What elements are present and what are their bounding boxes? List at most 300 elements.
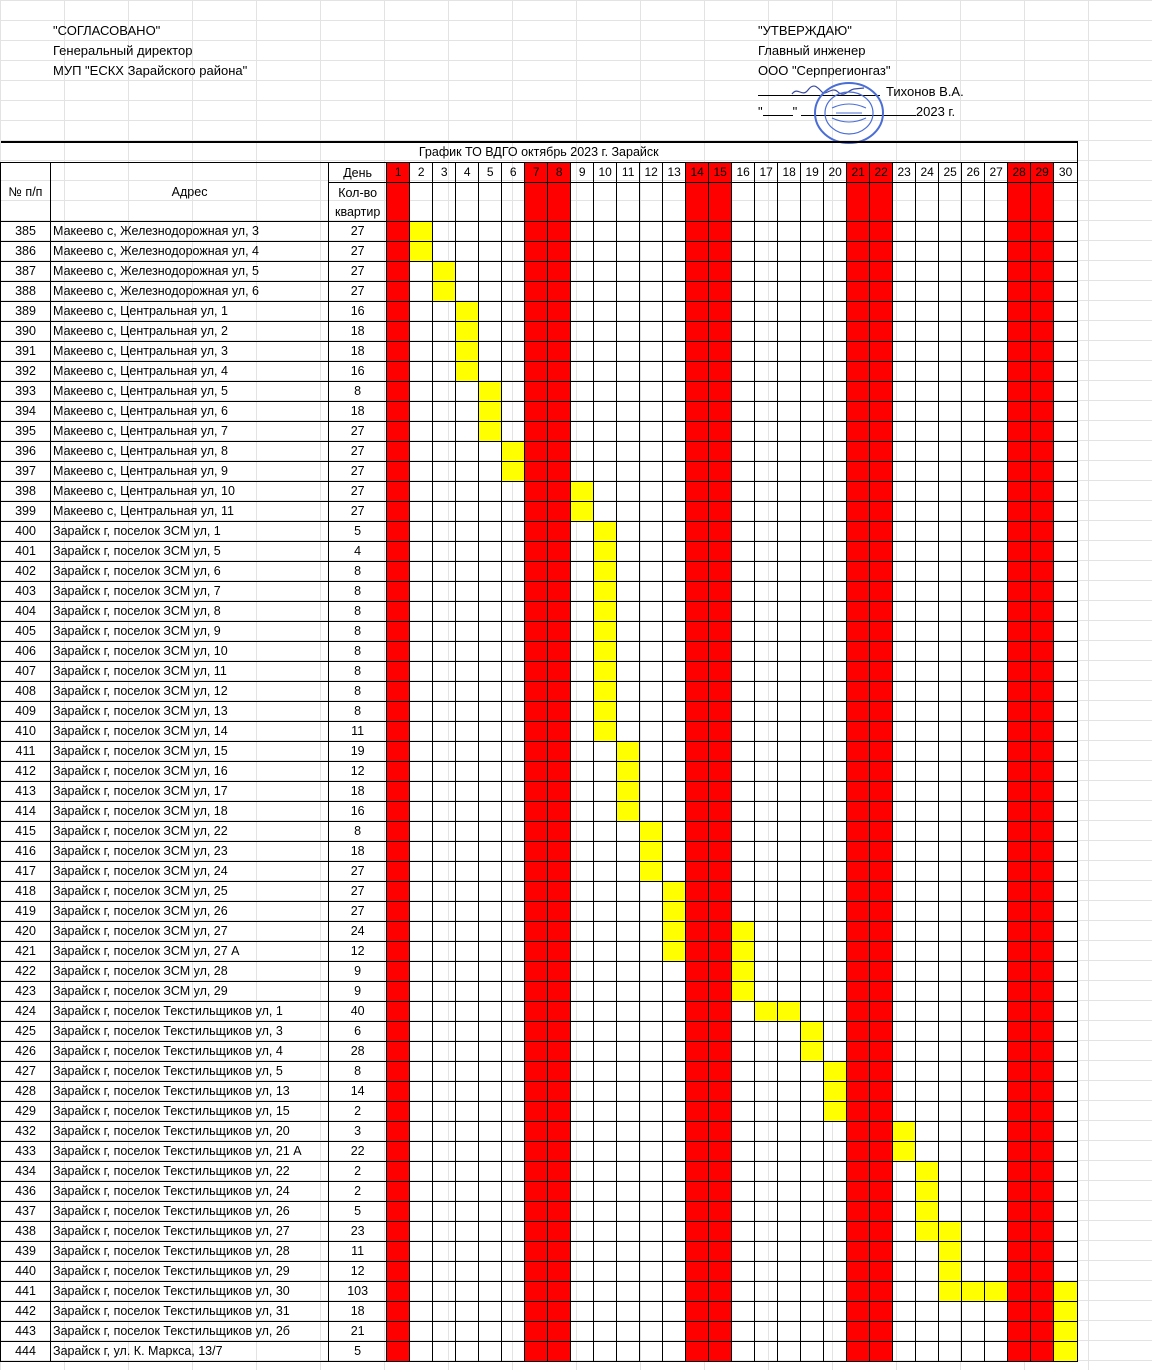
weekend-day-cell [1008, 282, 1031, 302]
day-cell [663, 662, 686, 682]
weekend-day-cell [709, 1082, 732, 1102]
day-cell [985, 782, 1008, 802]
row-number: 423 [1, 982, 51, 1002]
day-cell [410, 542, 433, 562]
scheduled-day-cell [594, 722, 617, 742]
day-header-blank [387, 183, 410, 222]
day-cell [479, 782, 502, 802]
weekend-day-cell [847, 642, 870, 662]
weekend-day-cell [686, 962, 709, 982]
day-cell [640, 1262, 663, 1282]
weekend-day-cell [525, 522, 548, 542]
day-header-blank [456, 183, 479, 222]
day-cell [755, 1062, 778, 1082]
day-cell [939, 762, 962, 782]
day-cell [479, 842, 502, 862]
day-cell [962, 342, 985, 362]
scheduled-day-cell [1054, 1302, 1078, 1322]
day-cell [617, 922, 640, 942]
day-cell [939, 482, 962, 502]
day-cell [893, 782, 916, 802]
weekend-day-cell [387, 982, 410, 1002]
row-number: 422 [1, 962, 51, 982]
weekend-day-cell [525, 282, 548, 302]
row-number: 412 [1, 762, 51, 782]
day-header-blank [525, 183, 548, 222]
day-cell [456, 702, 479, 722]
day-cell [916, 282, 939, 302]
day-cell [732, 462, 755, 482]
day-cell [663, 1242, 686, 1262]
row-flats: 27 [329, 482, 387, 502]
day-cell [778, 802, 801, 822]
day-cell [410, 682, 433, 702]
day-cell [502, 962, 525, 982]
day-cell [640, 502, 663, 522]
day-cell [663, 862, 686, 882]
day-cell [801, 762, 824, 782]
table-row [1, 622, 1078, 642]
row-address: Зарайск г, поселок ЗСМ ул, 27 А [51, 942, 329, 962]
day-cell [617, 622, 640, 642]
day-cell [617, 1322, 640, 1342]
day-cell [617, 462, 640, 482]
table-row [1, 402, 1078, 422]
row-address: Зарайск г, поселок Текстильщиков ул, 2б [51, 1322, 329, 1342]
weekend-day-cell [870, 422, 893, 442]
day-cell [410, 742, 433, 762]
weekend-day-cell [548, 1242, 571, 1262]
weekend-day-cell [387, 1222, 410, 1242]
weekend-day-cell [870, 622, 893, 642]
day-cell [962, 742, 985, 762]
day-cell [571, 382, 594, 402]
day-header-19: 19 [801, 163, 824, 183]
day-cell [801, 622, 824, 642]
day-cell [893, 822, 916, 842]
weekend-day-cell [525, 922, 548, 942]
day-cell [502, 402, 525, 422]
weekend-day-cell [525, 262, 548, 282]
weekend-day-cell [686, 1342, 709, 1362]
day-cell [617, 722, 640, 742]
scheduled-day-cell [502, 442, 525, 462]
day-cell [824, 1302, 847, 1322]
weekend-day-cell [1008, 1242, 1031, 1262]
day-cell [571, 1182, 594, 1202]
day-cell [433, 1242, 456, 1262]
day-cell [916, 902, 939, 922]
day-cell [824, 682, 847, 702]
weekend-day-cell [1008, 1302, 1031, 1322]
date-quote-close: " [792, 104, 798, 119]
day-cell [801, 242, 824, 262]
weekend-day-cell [387, 682, 410, 702]
day-cell [985, 682, 1008, 702]
row-address: Зарайск г, поселок Текстильщиков ул, 21 А [51, 1142, 329, 1162]
day-cell [479, 622, 502, 642]
day-cell [939, 562, 962, 582]
day-cell [801, 382, 824, 402]
day-cell [985, 742, 1008, 762]
weekend-day-cell [686, 682, 709, 702]
weekend-day-cell [1008, 1062, 1031, 1082]
day-cell [801, 1202, 824, 1222]
weekend-day-cell [548, 862, 571, 882]
weekend-day-cell [686, 442, 709, 462]
day-cell [663, 282, 686, 302]
weekend-day-cell [709, 402, 732, 422]
day-cell [985, 502, 1008, 522]
weekend-day-cell [686, 802, 709, 822]
day-cell [916, 502, 939, 522]
day-cell [479, 1122, 502, 1142]
row-flats: 8 [329, 642, 387, 662]
day-cell [456, 1162, 479, 1182]
scheduled-day-cell [732, 982, 755, 1002]
day-cell [985, 482, 1008, 502]
day-header-blank [502, 183, 525, 222]
scheduled-day-cell [594, 702, 617, 722]
day-cell [479, 922, 502, 942]
day-cell [939, 682, 962, 702]
day-cell [594, 1222, 617, 1242]
day-cell [732, 1182, 755, 1202]
day-cell [433, 442, 456, 462]
weekend-day-cell [387, 302, 410, 322]
weekend-day-cell [548, 1142, 571, 1162]
day-cell [778, 1102, 801, 1122]
weekend-day-cell [548, 1122, 571, 1142]
day-cell [916, 262, 939, 282]
day-cell [801, 262, 824, 282]
row-number: 415 [1, 822, 51, 842]
weekend-day-cell [870, 842, 893, 862]
day-cell [502, 682, 525, 702]
day-cell [824, 762, 847, 782]
row-number: 409 [1, 702, 51, 722]
row-flats: 2 [329, 1182, 387, 1202]
day-cell [824, 602, 847, 622]
weekend-day-cell [548, 802, 571, 822]
weekend-day-cell [1008, 962, 1031, 982]
day-cell [502, 1242, 525, 1262]
day-cell [502, 562, 525, 582]
day-cell [824, 222, 847, 242]
day-cell [985, 1042, 1008, 1062]
weekend-day-cell [1031, 522, 1054, 542]
day-cell [824, 882, 847, 902]
day-header-blank [594, 183, 617, 222]
day-cell [916, 1002, 939, 1022]
weekend-day-cell [709, 1022, 732, 1042]
weekend-day-cell [870, 1142, 893, 1162]
scheduled-day-cell [617, 762, 640, 782]
weekend-day-cell [847, 382, 870, 402]
day-cell [594, 1062, 617, 1082]
weekend-day-cell [686, 1002, 709, 1022]
day-cell [801, 602, 824, 622]
day-cell [617, 682, 640, 702]
day-cell [663, 702, 686, 722]
day-cell [755, 582, 778, 602]
day-cell [640, 422, 663, 442]
day-cell [617, 1022, 640, 1042]
day-cell [962, 1002, 985, 1022]
weekend-day-cell [548, 902, 571, 922]
weekend-day-cell [686, 1202, 709, 1222]
day-cell [824, 862, 847, 882]
day-cell [502, 1062, 525, 1082]
day-cell [617, 342, 640, 362]
day-cell [502, 842, 525, 862]
day-cell [456, 942, 479, 962]
day-cell [640, 722, 663, 742]
scheduled-day-cell [939, 1242, 962, 1262]
day-cell [893, 562, 916, 582]
day-cell [502, 422, 525, 442]
weekend-day-cell [1031, 802, 1054, 822]
scheduled-day-cell [916, 1202, 939, 1222]
day-cell [916, 242, 939, 262]
day-cell [985, 442, 1008, 462]
day-cell [985, 702, 1008, 722]
weekend-day-cell [870, 702, 893, 722]
day-cell [663, 462, 686, 482]
row-address: Зарайск г, поселок ЗСМ ул, 1 [51, 522, 329, 542]
day-cell [893, 302, 916, 322]
row-address: Зарайск г, поселок ЗСМ ул, 28 [51, 962, 329, 982]
day-cell [824, 262, 847, 282]
weekend-day-cell [548, 962, 571, 982]
day-cell [640, 282, 663, 302]
day-cell [801, 442, 824, 462]
day-cell [640, 362, 663, 382]
day-cell [410, 1302, 433, 1322]
day-cell [594, 1322, 617, 1342]
day-cell [1054, 1022, 1078, 1042]
day-cell [778, 842, 801, 862]
day-cell [663, 342, 686, 362]
weekend-day-cell [686, 1082, 709, 1102]
day-cell [801, 282, 824, 302]
day-cell [801, 802, 824, 822]
scheduled-day-cell [594, 622, 617, 642]
weekend-day-cell [1031, 1122, 1054, 1142]
weekend-day-cell [525, 702, 548, 722]
day-cell [732, 622, 755, 642]
weekend-day-cell [548, 822, 571, 842]
weekend-day-cell [387, 342, 410, 362]
day-cell [502, 542, 525, 562]
weekend-day-cell [686, 1182, 709, 1202]
weekend-day-cell [525, 422, 548, 442]
scheduled-day-cell [456, 342, 479, 362]
weekend-day-cell [686, 1142, 709, 1162]
day-cell [410, 1282, 433, 1302]
day-cell [962, 502, 985, 522]
day-cell [939, 522, 962, 542]
day-cell [962, 942, 985, 962]
day-cell [962, 1022, 985, 1042]
day-cell [985, 1262, 1008, 1282]
weekend-day-cell [686, 842, 709, 862]
row-number: 429 [1, 1102, 51, 1122]
day-cell [571, 1082, 594, 1102]
day-cell [479, 1022, 502, 1042]
weekend-day-cell [387, 702, 410, 722]
day-cell [916, 762, 939, 782]
weekend-day-cell [847, 602, 870, 622]
weekend-day-cell [709, 1122, 732, 1142]
day-cell [939, 882, 962, 902]
day-cell [778, 702, 801, 722]
weekend-day-cell [709, 442, 732, 462]
day-cell [916, 1082, 939, 1102]
day-cell [732, 862, 755, 882]
day-cell [778, 902, 801, 922]
day-cell [571, 982, 594, 1002]
day-cell [824, 342, 847, 362]
day-cell [801, 1282, 824, 1302]
day-cell [985, 262, 1008, 282]
row-flats: 5 [329, 1342, 387, 1362]
day-cell [571, 1302, 594, 1322]
row-number: 444 [1, 1342, 51, 1362]
weekend-day-cell [525, 1082, 548, 1102]
day-cell [456, 522, 479, 542]
weekend-day-cell [709, 1242, 732, 1262]
day-cell [663, 1142, 686, 1162]
date-quote-open: " [758, 104, 763, 119]
day-header-24: 24 [916, 163, 939, 183]
day-cell [433, 222, 456, 242]
weekend-day-cell [847, 222, 870, 242]
day-cell [479, 502, 502, 522]
day-cell [732, 1282, 755, 1302]
day-cell [732, 282, 755, 302]
weekend-day-cell [686, 702, 709, 722]
weekend-day-cell [870, 302, 893, 322]
table-row [1, 1122, 1078, 1142]
day-cell [893, 1322, 916, 1342]
day-cell [801, 422, 824, 442]
day-cell [410, 1202, 433, 1222]
day-cell [801, 222, 824, 242]
weekend-day-cell [709, 1322, 732, 1342]
day-cell [893, 762, 916, 782]
day-cell [939, 1022, 962, 1042]
day-cell [916, 1282, 939, 1302]
table-row [1, 1182, 1078, 1202]
day-cell [962, 862, 985, 882]
weekend-day-cell [847, 882, 870, 902]
day-cell [824, 282, 847, 302]
day-cell [594, 942, 617, 962]
day-header-5: 5 [479, 163, 502, 183]
row-address: Зарайск г, поселок ЗСМ ул, 6 [51, 562, 329, 582]
row-address: Макеево с, Центральная ул, 1 [51, 302, 329, 322]
weekend-day-cell [847, 802, 870, 822]
day-cell [755, 382, 778, 402]
day-cell [732, 542, 755, 562]
weekend-day-cell [387, 862, 410, 882]
weekend-day-cell [870, 682, 893, 702]
day-cell [571, 282, 594, 302]
weekend-day-cell [847, 1302, 870, 1322]
row-flats: 5 [329, 522, 387, 542]
row-number: 397 [1, 462, 51, 482]
table-row [1, 362, 1078, 382]
day-cell [962, 382, 985, 402]
row-number: 436 [1, 1182, 51, 1202]
day-header-blank [801, 183, 824, 222]
day-cell [410, 582, 433, 602]
day-cell [479, 322, 502, 342]
row-address: Макеево с, Центральная ул, 5 [51, 382, 329, 402]
day-cell [502, 642, 525, 662]
day-cell [433, 1062, 456, 1082]
row-number: 390 [1, 322, 51, 342]
weekend-day-cell [870, 942, 893, 962]
day-cell [502, 902, 525, 922]
day-cell [824, 642, 847, 662]
day-cell [985, 622, 1008, 642]
weekend-day-cell [387, 482, 410, 502]
row-address: Зарайск г, поселок ЗСМ ул, 27 [51, 922, 329, 942]
day-cell [410, 882, 433, 902]
row-address: Зарайск г, поселок ЗСМ ул, 13 [51, 702, 329, 722]
weekend-day-cell [686, 322, 709, 342]
day-cell [456, 662, 479, 682]
row-flats: 21 [329, 1322, 387, 1342]
day-cell [801, 1102, 824, 1122]
weekend-day-cell [548, 762, 571, 782]
weekend-day-cell [686, 922, 709, 942]
weekend-day-cell [548, 322, 571, 342]
day-cell [410, 782, 433, 802]
weekend-day-cell [1031, 422, 1054, 442]
row-number: 414 [1, 802, 51, 822]
day-cell [916, 782, 939, 802]
weekend-day-cell [686, 782, 709, 802]
day-cell [410, 1322, 433, 1342]
day-cell [962, 782, 985, 802]
day-cell [456, 482, 479, 502]
row-flats: 16 [329, 802, 387, 822]
weekend-day-cell [525, 1162, 548, 1182]
weekend-day-cell [686, 342, 709, 362]
day-cell [640, 1202, 663, 1222]
weekend-day-cell [709, 1002, 732, 1022]
row-flats: 27 [329, 422, 387, 442]
day-cell [962, 542, 985, 562]
day-cell [985, 322, 1008, 342]
day-cell [985, 402, 1008, 422]
day-cell [778, 1262, 801, 1282]
day-cell [479, 742, 502, 762]
row-address: Зарайск г, поселок Текстильщиков ул, 31 [51, 1302, 329, 1322]
day-cell [640, 1162, 663, 1182]
day-cell [502, 502, 525, 522]
weekend-day-cell [709, 222, 732, 242]
weekend-day-cell [525, 862, 548, 882]
day-cell [433, 662, 456, 682]
day-cell [456, 462, 479, 482]
scheduled-day-cell [640, 822, 663, 842]
day-cell [985, 982, 1008, 1002]
weekend-day-cell [387, 1322, 410, 1342]
